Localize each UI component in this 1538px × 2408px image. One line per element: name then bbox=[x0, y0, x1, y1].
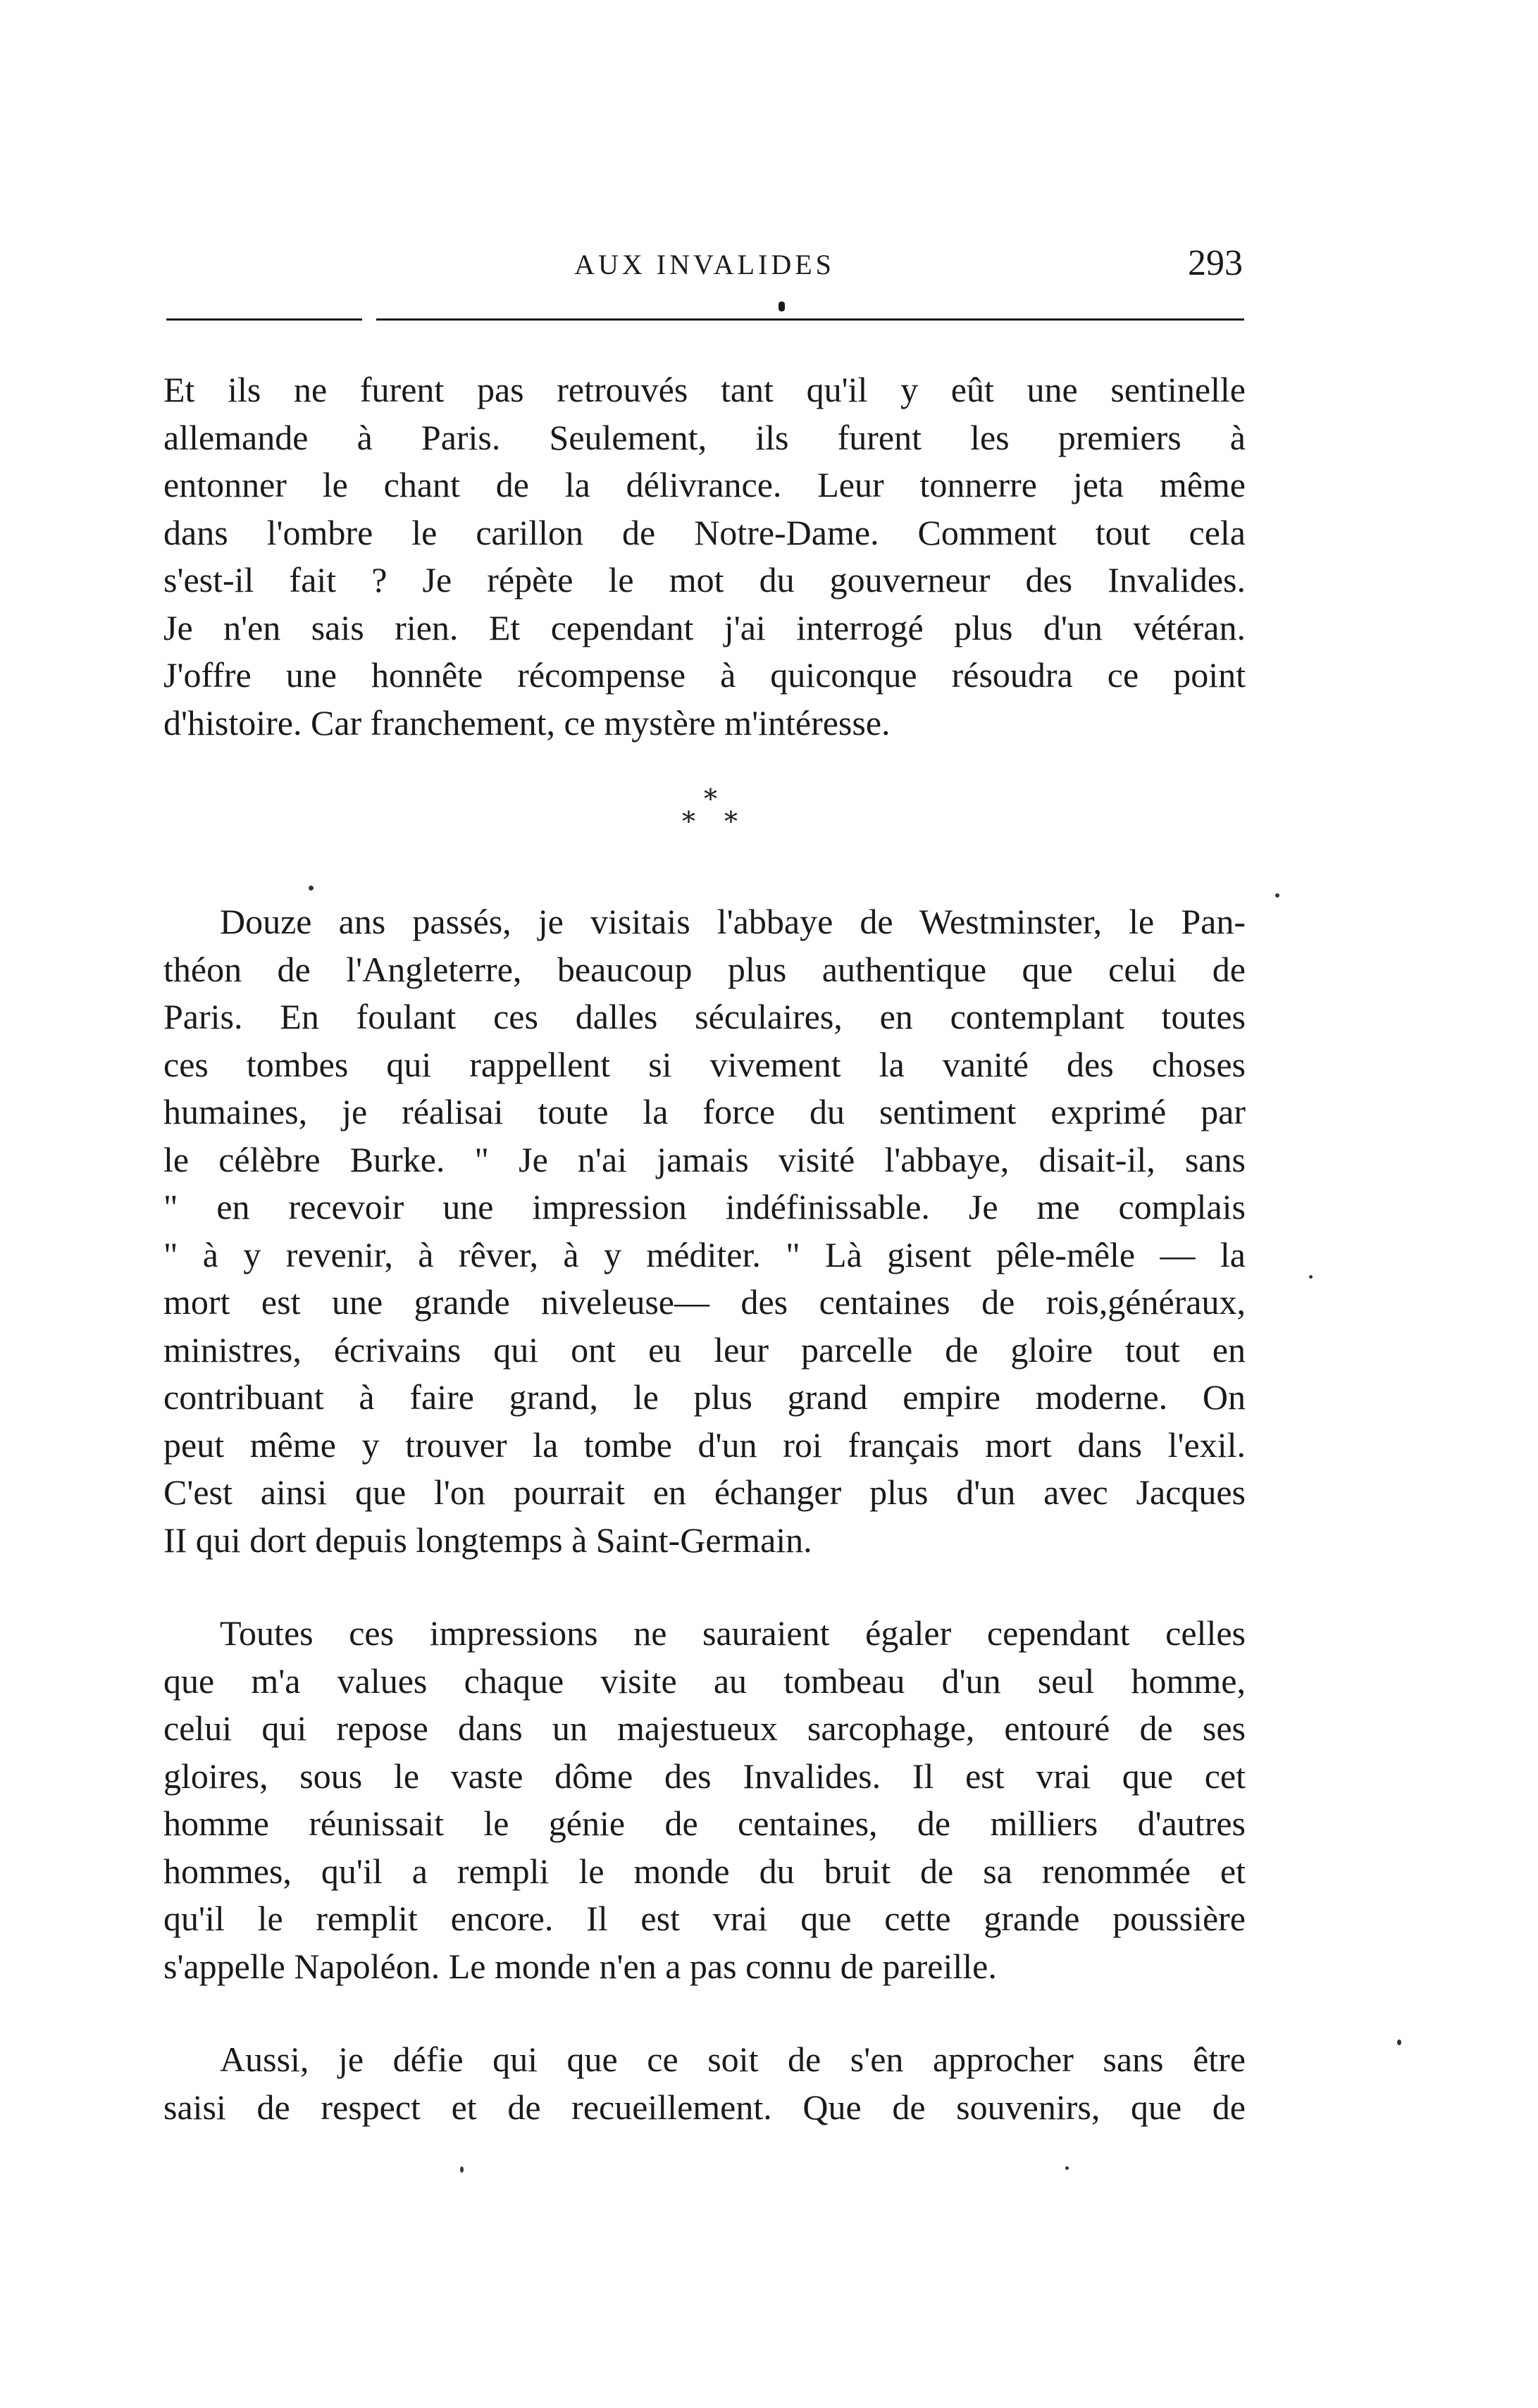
text-line: contribuant à faire grand, le plus grand empire moderne. On bbox=[163, 1377, 1246, 1417]
text-line: allemande à Paris. Seulement, ils furent les premiers à bbox=[163, 417, 1246, 457]
paragraph-4 bbox=[163, 2036, 1246, 2131]
text-line: Je n'en sais rien. Et cependant j'ai interrogé plus d'un vétéran. bbox=[163, 607, 1246, 647]
text-line: d'histoire. Car franchement, ce mystère m'intéresse. bbox=[163, 702, 891, 743]
header-rule-right bbox=[376, 318, 1244, 321]
scan-speck bbox=[1275, 893, 1279, 898]
text-line: que m'a values chaque visite au tombeau d'un seul homme, bbox=[163, 1661, 1246, 1701]
scan-speck bbox=[1397, 2040, 1401, 2045]
paragraph-1 bbox=[163, 366, 1246, 747]
text-line: Et ils ne furent pas retrouvés tant qu'il y eût une sentinelle bbox=[163, 370, 1246, 409]
text-line: Toutes ces impressions ne sauraient égaler cependant celles bbox=[220, 1613, 1246, 1653]
paragraph-2 bbox=[163, 898, 1246, 1564]
asterisk-glyph: * bbox=[704, 783, 717, 814]
rule-ornament bbox=[779, 302, 785, 311]
text-line: dans l'ombre le carillon de Notre-Dame. Comment tout cela bbox=[163, 512, 1246, 552]
text-line: théon de l'Angleterre, beaucoup plus authentique que celui de bbox=[163, 949, 1246, 989]
scan-speck bbox=[1065, 2166, 1069, 2170]
text-line: " en recevoir une impression indéfinissable. Je me complais bbox=[163, 1187, 1246, 1227]
text-line: C'est ainsi que l'on pourrait en échanger plus d'un avec Jacques bbox=[163, 1472, 1246, 1512]
text-line: humaines, je réalisai toute la force du sentiment exprimé par bbox=[163, 1092, 1246, 1131]
section-separator-asterism bbox=[676, 783, 754, 849]
text-line: J'offre une honnête récompense à quiconque résoudra ce point bbox=[163, 655, 1246, 695]
scan-speck bbox=[309, 886, 314, 890]
text-line: " à y revenir, à rêver, à y méditer. " Là gisent pêle-mêle — la bbox=[163, 1234, 1246, 1274]
text-line: ministres, écrivains qui ont eu leur parcelle de gloire tout en bbox=[163, 1329, 1246, 1370]
text-line: entonner le chant de la délivrance. Leur tonnerre jeta même bbox=[163, 465, 1246, 504]
text-line: qu'il le remplit encore. Il est vrai que cette grande poussière bbox=[163, 1899, 1246, 1938]
text-line: le célèbre Burke. " Je n'ai jamais visité l'abbaye, disait-il, sans bbox=[163, 1139, 1246, 1179]
text-line: II qui dort depuis longtemps à Saint-Germain. bbox=[163, 1520, 812, 1560]
paragraph-3 bbox=[163, 1610, 1246, 1990]
running-title: AUX INVALIDES bbox=[574, 249, 835, 280]
text-line: Aussi, je défie qui que ce soit de s'en approcher sans être bbox=[220, 2040, 1246, 2079]
text-line: saisi de respect et de recueillement. Que de souvenirs, que de bbox=[163, 2087, 1246, 2127]
scan-speck bbox=[1309, 1275, 1313, 1279]
text-line: peut même y trouver la tombe d'un roi français mort dans l'exil. bbox=[163, 1425, 1246, 1465]
text-line: gloires, sous le vaste dôme des Invalides. Il est vrai que cet bbox=[163, 1756, 1246, 1796]
asterisk-glyph: * bbox=[682, 806, 695, 837]
text-line: celui qui repose dans un majestueux sarcophage, entouré de ses bbox=[163, 1708, 1246, 1748]
text-line: Paris. En foulant ces dalles séculaires, en contemplant toutes bbox=[163, 997, 1246, 1036]
page-number: 293 bbox=[1188, 243, 1243, 283]
text-line: mort est une grande niveleuse— des centaines de rois,généraux, bbox=[163, 1282, 1246, 1322]
text-line: s'est-il fait ? Je répète le mot du gouverneur des Invalides. bbox=[163, 560, 1246, 600]
text-line: hommes, qu'il a rempli le monde du bruit de sa renommée et bbox=[163, 1851, 1246, 1891]
text-line: Douze ans passés, je visitais l'abbaye de Westminster, le Pan- bbox=[220, 902, 1246, 941]
scan-speck bbox=[460, 2166, 464, 2173]
running-head bbox=[166, 242, 1243, 299]
asterisk-glyph: * bbox=[724, 806, 738, 837]
text-line: homme réunissait le génie de centaines, de milliers d'autres bbox=[163, 1804, 1246, 1843]
header-rule-left bbox=[166, 318, 362, 321]
text-line: ces tombes qui rappellent si vivement la vanité des choses bbox=[163, 1044, 1246, 1084]
text-line: s'appelle Napoléon. Le monde n'en a pas connu de pareille. bbox=[163, 1946, 997, 1986]
